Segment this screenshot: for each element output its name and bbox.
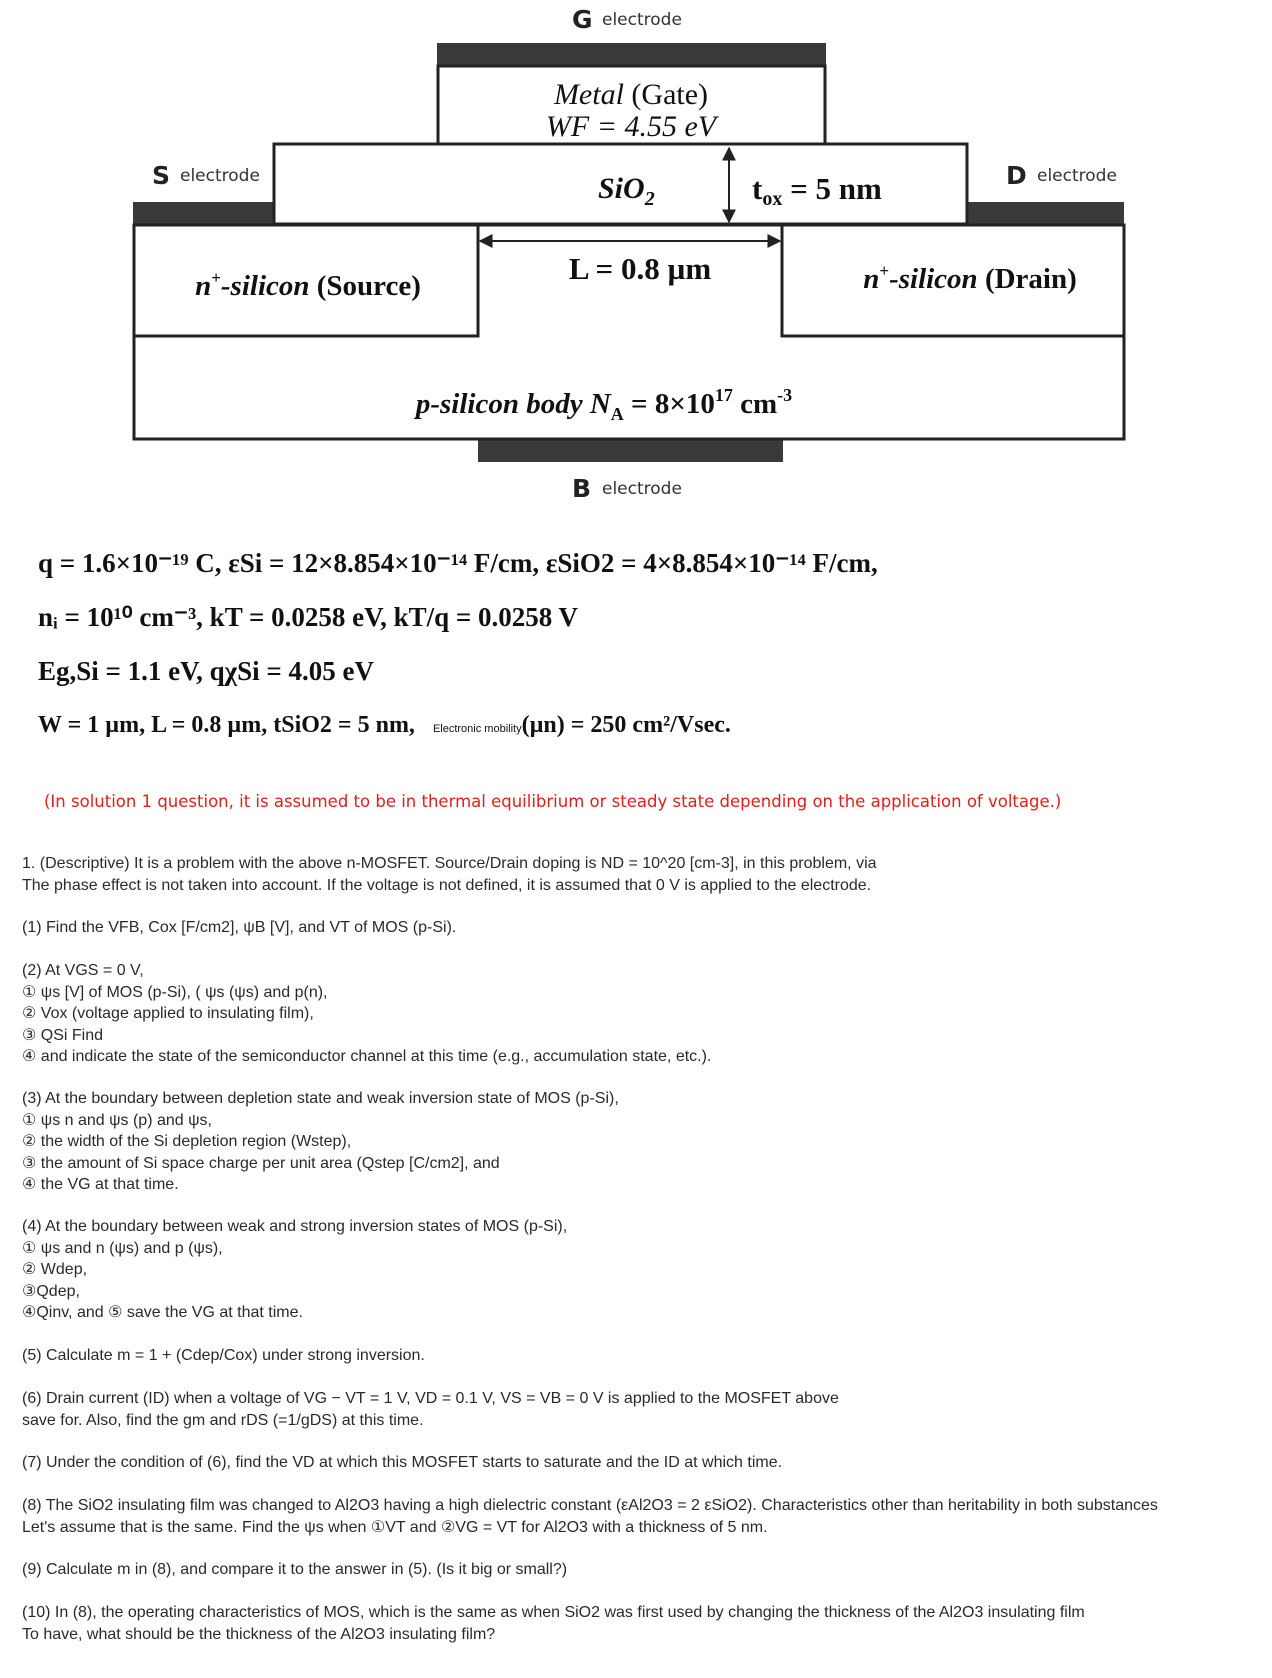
- question-line: ④ the VG at that time.: [22, 1176, 179, 1193]
- question-10: [22, 1602, 1085, 1645]
- gate-electrode-word: electrode: [602, 10, 682, 30]
- question-9: [22, 1559, 567, 1581]
- constants-dimensions: W = 1 µm, L = 0.8 µm, tSiO2 = 5 nm,: [38, 712, 415, 738]
- drain-electrode-letter: D: [1006, 161, 1027, 190]
- assumption-note: (In solution 1 question, it is assumed to be in thermal equilibrium or steady state depending on the application of voltage.): [44, 792, 1062, 811]
- channel-length-label: L = 0.8 µm: [568, 251, 712, 286]
- body-electrode-bar: [478, 440, 783, 462]
- source-label: n+-silicon (Source): [195, 268, 421, 302]
- question-line: ③ the amount of Si space charge per unit area (Qstep [C/cm2], and: [22, 1154, 500, 1172]
- question-line: ④Qinv, and ⑤ save the VG at that time.: [22, 1304, 303, 1321]
- question-3: [22, 1088, 619, 1196]
- gate-electrode-letter: G: [572, 5, 593, 34]
- constants-line-2: nᵢ = 10¹⁰ cm⁻³, kT = 0.0258 eV, kT/q = 0.0258 V: [38, 602, 579, 632]
- question-line: ④ and indicate the state of the semiconductor channel at this time (e.g., accumulation state, etc.).: [22, 1048, 712, 1065]
- question-7: [22, 1452, 782, 1474]
- question-line: (4) At the boundary between weak and strong inversion states of MOS (p-Si),: [22, 1218, 568, 1235]
- mosfet-diagram: [0, 0, 1272, 510]
- metal-gate-label: Metal (Gate): [553, 78, 709, 111]
- question-line: save for. Also, find the gm and rDS (=1/gDS) at this time.: [22, 1411, 424, 1429]
- question-line: ① ψs n and ψs (p) and ψs,: [22, 1111, 212, 1129]
- question-line: ③Qdep,: [22, 1282, 80, 1300]
- question-4: [22, 1216, 567, 1324]
- intro-line: The phase effect is not taken into account. If the voltage is not defined, it is assumed that 0 V is applied to the electrode.: [22, 876, 872, 894]
- body-label: p-silicon body $N_A = 8\times 10^{17}$ $cm^{-3}$: [415, 385, 793, 424]
- question-line: (2) At VGS = 0 V,: [22, 962, 144, 979]
- source-electrode-bar: [133, 202, 275, 224]
- constants-line-1: q = 1.6×10⁻¹⁹ C, εSi = 12×8.854×10⁻¹⁴ F/cm, εSiO2 = 4×8.854×10⁻¹⁴ F/cm,: [38, 548, 878, 578]
- question-intro: [22, 853, 877, 896]
- question-line: (6) Drain current (ID) when a voltage of VG − VT = 1 V, VD = 0.1 V, VS = VB = 0 V is applied to the MOSFET above: [22, 1390, 839, 1407]
- source-electrode-letter: S: [152, 161, 171, 190]
- question-line: (10) In (8), the operating characteristics of MOS, which is the same as when SiO2 was first used by changing the thickness of the Al2O3 insulating film: [22, 1604, 1085, 1621]
- question-line: To have, what should be the thickness of the Al2O3 insulating film?: [22, 1625, 496, 1643]
- constants-line-3: Eg,Si = 1.1 eV, qχSi = 4.05 eV: [38, 656, 375, 686]
- question-line: (8) The SiO2 insulating film was changed to Al2O3 having a high dielectric constant (εAl2O3 = 2 εSiO2). Characteristics other than heritability in both substances: [22, 1497, 1158, 1514]
- question-line: ③ QSi Find: [22, 1026, 104, 1044]
- constants-line-4: [38, 712, 731, 739]
- question-2: [22, 960, 711, 1068]
- body-electrode-word: electrode: [602, 479, 682, 499]
- question-8: [22, 1495, 1158, 1538]
- question-line: Let's assume that is the same. Find the ψs when ①VT and ②VG = VT for Al2O3 with a thickness of 5 nm.: [22, 1518, 768, 1536]
- intro-line: 1. (Descriptive) It is a problem with the above n-MOSFET. Source/Drain doping is ND = 10^20 [cm-3], in this problem, via: [22, 855, 877, 872]
- question-1: [22, 917, 456, 939]
- drain-electrode-bar: [966, 202, 1124, 224]
- work-function-label: WF = 4.55 eV: [545, 110, 717, 143]
- source-electrode-word: electrode: [180, 166, 260, 186]
- question-line: ② Wdep,: [22, 1261, 88, 1278]
- question-line: (5) Calculate m = 1 + (Cdep/Cox) under strong inversion.: [22, 1347, 425, 1364]
- question-line: (1) Find the VFB, Cox [F/cm2], ψB [V], and VT of MOS (p-Si).: [22, 919, 457, 936]
- tox-label: tox = 5 nm: [752, 171, 882, 210]
- question-line: (3) At the boundary between depletion state and weak inversion state of MOS (p-Si),: [22, 1090, 619, 1107]
- gate-electrode-bar: [437, 43, 826, 66]
- question-5: [22, 1345, 425, 1367]
- question-line: ① ψs and n (ψs) and p (ψs),: [22, 1239, 223, 1257]
- question-line: ② the width of the Si depletion region (Wstep),: [22, 1133, 352, 1150]
- question-line: ② Vox (voltage applied to insulating film),: [22, 1005, 314, 1022]
- mobility-value: (µn) = 250 cm²/Vsec.: [521, 712, 731, 738]
- question-line: ① ψs [V] of MOS (p-Si), ( ψs (ψs) and p(n),: [22, 983, 328, 1001]
- question-6: [22, 1388, 839, 1431]
- body-electrode-letter: B: [572, 474, 592, 503]
- drain-electrode-word: electrode: [1037, 166, 1117, 186]
- question-line: (9) Calculate m in (8), and compare it to the answer in (5). (Is it big or small?): [22, 1561, 568, 1578]
- mobility-note: Electronic mobility: [432, 723, 522, 735]
- drain-label: n+-silicon (Drain): [863, 261, 1077, 295]
- question-line: (7) Under the condition of (6), find the VD at which this MOSFET starts to saturate and the ID at which time.: [22, 1454, 783, 1471]
- oxide-label: SiO$_2$: [598, 172, 655, 210]
